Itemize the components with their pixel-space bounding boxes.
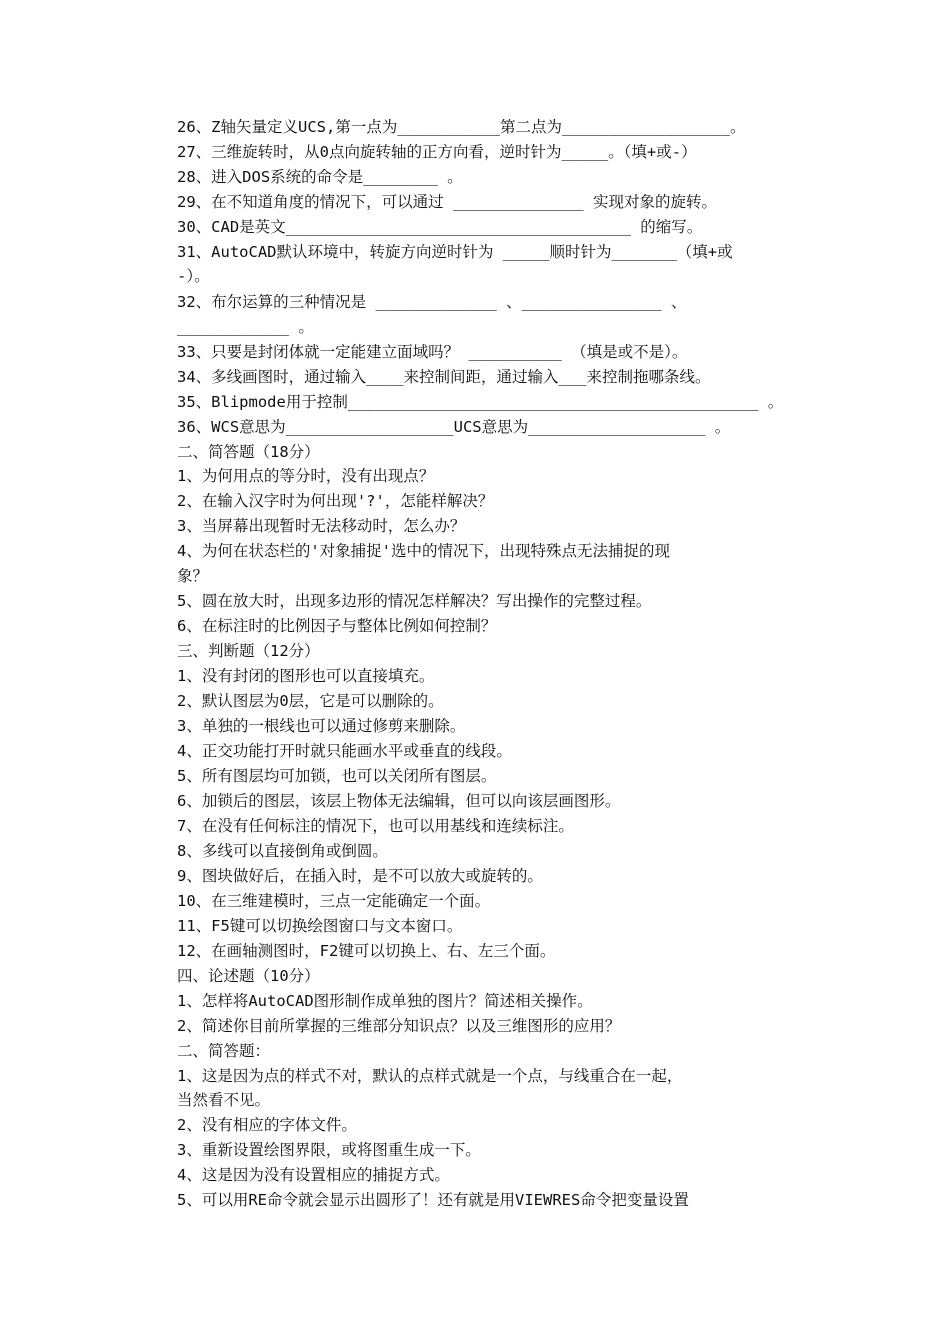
question-item: 11、F5键可以切换绘图窗口与文本窗口。: [177, 917, 463, 935]
text-line: 27、三维旋转时，从0点向旋转轴的正方向看，逆时针为_____。（填+或-）: [177, 143, 697, 161]
answer-item: 4、这是因为没有设置相应的捕捉方式。: [177, 1166, 450, 1184]
question-item: 6、在标注时的比例因子与整体比例如何控制？: [177, 617, 497, 635]
question-item: 2、简述你目前所掌握的三维部分知识点？以及三维图形的应用？: [177, 1017, 621, 1035]
answer-item: 5、可以用RE命令就会显示出圆形了！还有就是用VIEWRES命令把变量设置: [177, 1191, 689, 1209]
text-line: 34、多线画图时，通过输入____来控制间距，通过输入___来控制拖哪条线。: [177, 368, 711, 386]
question-item: 8、多线可以直接倒角或倒圆。: [177, 842, 388, 860]
question-item: 4、正交功能打开时就只能画水平或垂直的线段。: [177, 742, 512, 760]
question-item: 1、为何用点的等分时，没有出现点？: [177, 467, 435, 485]
text-line: 31、AutoCAD默认环境中，转旋方向逆时针为 _____顺时针为_______（填+或: [177, 243, 733, 261]
text-line: -）。: [177, 267, 210, 285]
question-item: 2、在输入汉字时为何出现'?'，怎能样解决？: [177, 492, 494, 510]
text-line: 33、只要是封闭体就一定能建立面域吗？ __________ （填是或不是）。: [177, 343, 688, 361]
text-line: 当然看不见。: [177, 1091, 271, 1109]
question-item: 6、加锁后的图层，该层上物体无法编辑，但可以向该层画图形。: [177, 792, 621, 810]
section-heading: 四、论述题（10分）: [177, 967, 320, 985]
text-line: 30、CAD是英文_____________________________________ 的缩写。: [177, 218, 703, 236]
text-line: 象？: [177, 567, 209, 585]
section-heading: 三、判断题（12分）: [177, 642, 320, 660]
text-line: 36、WCS意思为__________________UCS意思为___________________ 。: [177, 418, 731, 436]
answer-item: 1、这是因为点的样式不对，默认的点样式就是一个点，与线重合在一起，: [177, 1067, 683, 1085]
question-item: 5、所有图层均可加锁，也可以关闭所有图层。: [177, 767, 497, 785]
text-line: 29、在不知道角度的情况下，可以通过 ______________ 实现对象的旋转。: [177, 193, 717, 211]
question-item: 9、图块做好后，在插入时，是不可以放大或旋转的。: [177, 867, 543, 885]
answer-item: 3、重新设置绘图界限，或将图重生成一下。: [177, 1141, 481, 1159]
question-item: 3、当屏幕出现暂时无法移动时，怎么办？: [177, 517, 466, 535]
question-item: 2、默认图层为0层，它是可以删除的。: [177, 692, 444, 710]
question-item: 1、没有封闭的图形也可以直接填充。: [177, 667, 435, 685]
text-line: ____________ 。: [177, 318, 314, 336]
question-item: 12、在画轴测图时，F2键可以切换上、右、左三个面。: [177, 942, 556, 960]
question-item: 7、在没有任何标注的情况下，也可以用基线和连续标注。: [177, 817, 574, 835]
section-heading: 二、简答题（18分）: [177, 443, 320, 461]
question-item: 5、圆在放大时，出现多边形的情况怎样解决？写出操作的完整过程。: [177, 592, 652, 610]
text-line: 32、布尔运算的三种情况是 _____________ 、_______________ 、: [177, 293, 687, 311]
text-line: 35、Blipmode用于控制____________________________________________ 。: [177, 393, 784, 411]
question-item: 4、为何在状态栏的'对象捕捉'选中的情况下，出现特殊点无法捕捉的现: [177, 542, 670, 560]
question-item: 1、怎样将AutoCAD图形制作成单独的图片？简述相关操作。: [177, 992, 593, 1010]
question-item: 10、在三维建模时，三点一定能确定一个面。: [177, 892, 491, 910]
text-line: 28、进入DOS系统的命令是________ 。: [177, 168, 463, 186]
question-item: 3、单独的一根线也可以通过修剪来删除。: [177, 717, 466, 735]
section-heading: 二、简答题：: [177, 1042, 271, 1060]
text-line: 26、Z轴矢量定义UCS,第一点为___________第二点为__________________。: [177, 118, 746, 136]
answer-item: 2、没有相应的字体文件。: [177, 1116, 357, 1134]
